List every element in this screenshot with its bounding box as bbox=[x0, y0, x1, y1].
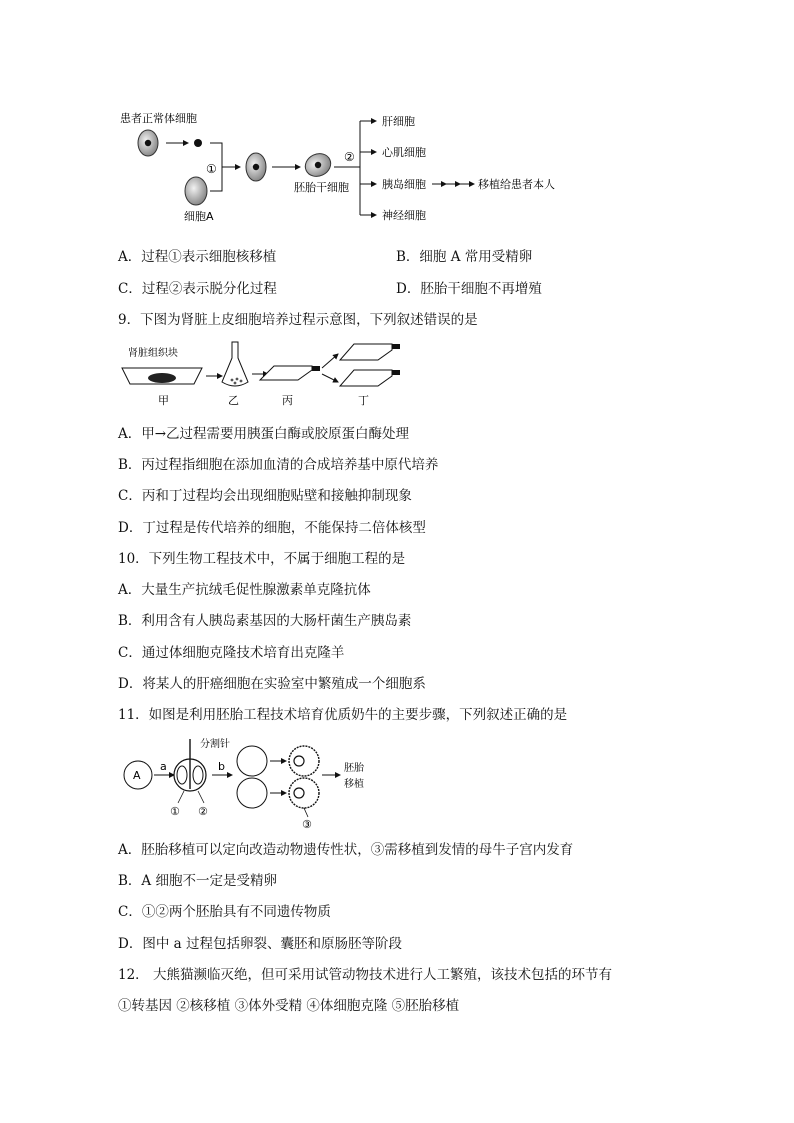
half-embryo-2 bbox=[237, 778, 267, 808]
fig-label-2: ② bbox=[198, 805, 208, 818]
fig-label-a-cell: A bbox=[133, 769, 141, 782]
q11-option-c: C．①②两个胚胎具有不同遗传物质 bbox=[118, 904, 331, 920]
q10-stem: 10．下列生物工程技术中，不属于细胞工程的是 bbox=[118, 551, 406, 567]
q8-option-a: A．过程①表示细胞核移植 bbox=[118, 249, 277, 265]
es-nucleus bbox=[315, 162, 321, 168]
patient-nucleus bbox=[145, 140, 151, 146]
fig-label-3: ③ bbox=[302, 818, 312, 831]
tissue-block bbox=[148, 373, 176, 383]
label-ding: 丁 bbox=[358, 394, 369, 407]
culture-bottle-bing bbox=[260, 366, 312, 380]
kidney-culture-diagram bbox=[118, 338, 418, 418]
fig-label-1: ① bbox=[170, 805, 180, 818]
q11-option-b: B．A 细胞不一定是受精卵 bbox=[118, 873, 277, 889]
out-liver: 肝细胞 bbox=[382, 115, 415, 128]
q9-stem: 9．下图为肾脏上皮细胞培养过程示意图，下列叙述错误的是 bbox=[118, 312, 478, 328]
culture-bottle-ding-2 bbox=[340, 370, 392, 386]
q9-option-b: B．丙过程指细胞在添加血清的合成培养基中原代培养 bbox=[118, 457, 439, 473]
extracted-nucleus bbox=[194, 139, 202, 147]
q10-option-d: D．将某人的肝癌细胞在实验室中繁殖成一个细胞系 bbox=[118, 676, 426, 692]
q11-stem: 11．如图是利用胚胎工程技术培育优质奶牛的主要步骤，下列叙述正确的是 bbox=[118, 707, 568, 723]
q10-option-c: C．通过体细胞克隆技术培育出克隆羊 bbox=[118, 645, 345, 661]
label-yi: 乙 bbox=[228, 394, 239, 407]
q12-stem: 12． 大熊猫濒临灭绝，但可采用试管动物技术进行人工繁殖，该技术包括的环节有 bbox=[118, 967, 612, 983]
q12-items: ①转基因 ②核移植 ③体外受精 ④体细胞克隆 ⑤胚胎移植 bbox=[118, 998, 460, 1014]
culture-bottle-ding-1 bbox=[340, 344, 392, 360]
q8-option-c: C．过程②表示脱分化过程 bbox=[118, 281, 277, 297]
label-cell-a: 细胞A bbox=[184, 210, 214, 223]
q11-option-a: A．胚胎移植可以定向改造动物遗传性状，③需移植到发情的母牛子宫内发育 bbox=[118, 842, 574, 858]
cell-a bbox=[185, 177, 207, 205]
out-islet: 胰岛细胞 bbox=[382, 178, 426, 191]
embryo-splitting-diagram bbox=[118, 733, 418, 833]
label-patient-cell: 患者正常体细胞 bbox=[120, 112, 197, 125]
out-transplant: 移植给患者本人 bbox=[478, 178, 555, 191]
q9-option-c: C．丙和丁过程均会出现细胞贴壁和接触抑制现象 bbox=[118, 488, 412, 504]
label-es-cell: 胚胎干细胞 bbox=[294, 181, 349, 194]
reconstructed-nucleus bbox=[253, 164, 259, 170]
q9-option-d: D．丁过程是传代培养的细胞，不能保持二倍体核型 bbox=[118, 520, 426, 536]
q11-option-d: D．图中 a 过程包括卵裂、囊胚和原肠胚等阶段 bbox=[118, 936, 402, 952]
fig-label-needle: 分割针 bbox=[200, 739, 230, 750]
q10-option-a: A．大量生产抗绒毛促性腺激素单克隆抗体 bbox=[118, 582, 371, 598]
fig-label-a-process: a bbox=[160, 760, 167, 773]
label-step2: ② bbox=[344, 150, 355, 164]
q10-option-b: B．利用含有人胰岛素基因的大肠杆菌生产胰岛素 bbox=[118, 613, 412, 629]
label-kidney-tissue: 肾脏组织块 bbox=[128, 348, 178, 359]
q9-option-a: A．甲→乙过程需要用胰蛋白酶或胶原蛋白酶处理 bbox=[118, 426, 410, 442]
out-heart: 心肌细胞 bbox=[382, 146, 426, 159]
label-bing: 丙 bbox=[282, 394, 293, 407]
half-embryo-1 bbox=[237, 746, 267, 776]
q8-option-b: B．细胞 A 常用受精卵 bbox=[396, 249, 533, 265]
fig-label-transfer-2: 移植 bbox=[344, 779, 364, 790]
fig-label-transfer-1: 胚胎 bbox=[344, 763, 364, 774]
label-step1: ① bbox=[206, 162, 217, 176]
q8-option-d: D．胚胎干细胞不再增殖 bbox=[396, 281, 542, 297]
flask bbox=[222, 342, 248, 386]
label-jia: 甲 bbox=[158, 394, 169, 407]
fig-label-b: b bbox=[218, 760, 225, 773]
stem-cell-diagram bbox=[118, 105, 588, 230]
out-nerve: 神经细胞 bbox=[382, 209, 426, 222]
